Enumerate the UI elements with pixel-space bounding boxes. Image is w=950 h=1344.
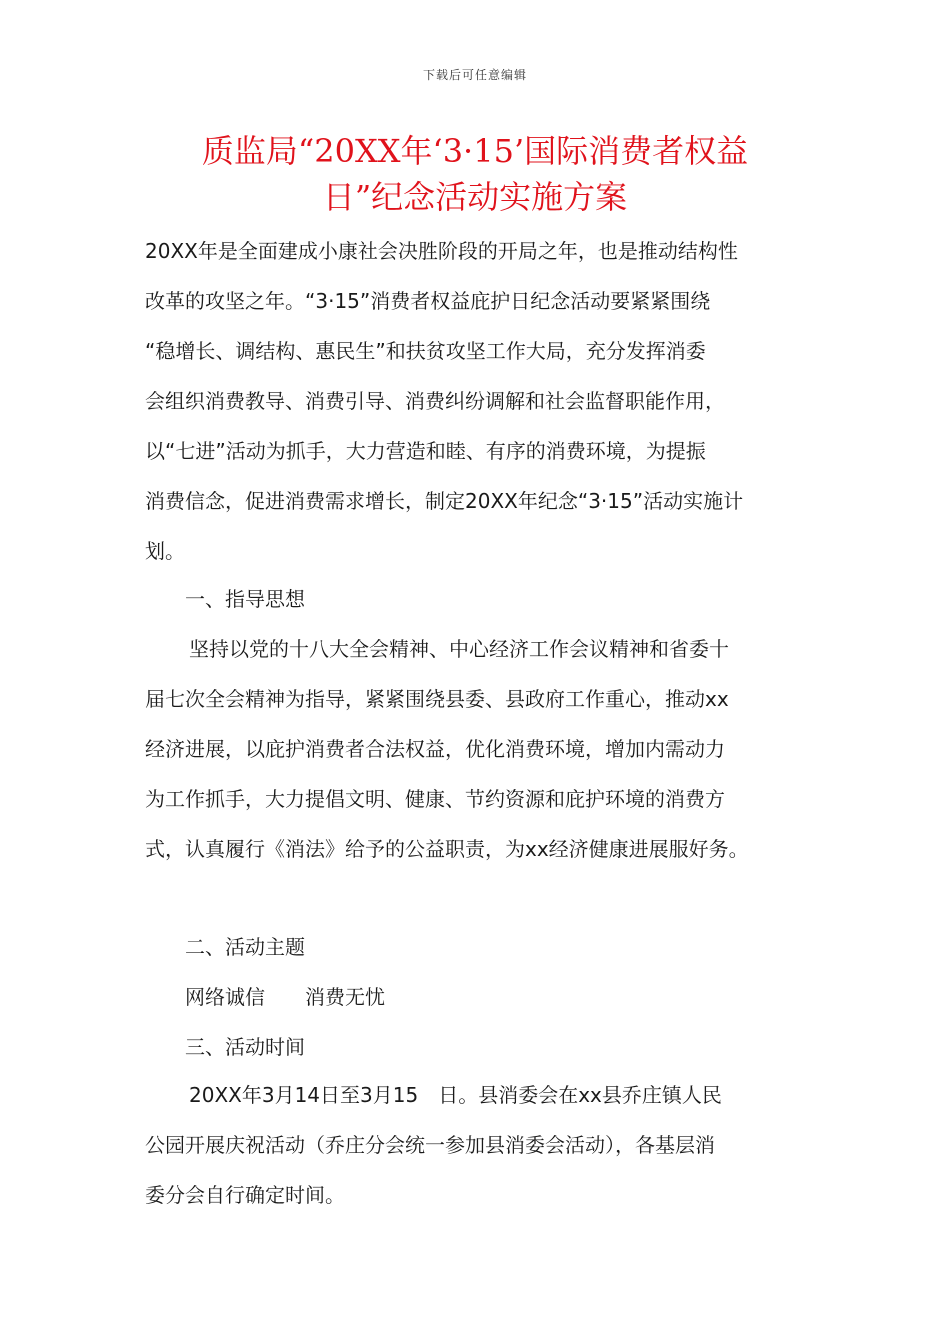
section-3-line: 20XX年3月14日至3月15 日。县消委会在xx县乔庄镇人民	[189, 1083, 722, 1107]
section-1-line: 式，认真履行《消法》给予的公益职责，为xx经济健康进展服好务。	[145, 837, 749, 861]
intro-line: 以“七进”活动为抓手，大力营造和睦、有序的消费环境，为提振	[145, 439, 706, 463]
intro-line: “稳增长、调结构、惠民生”和扶贫攻坚工作大局，充分发挥消委	[145, 339, 706, 363]
section-1-line: 坚持以党的十八大全会精神、中心经济工作会议精神和省委十	[189, 637, 729, 661]
header-note: 下载后可任意编辑	[422, 68, 527, 82]
intro-line: 20XX年是全面建成小康社会决胜阶段的开局之年，也是推动结构性	[145, 239, 738, 263]
document-title	[145, 128, 805, 220]
title-line-1: 质监局“20XX年‘3·15’国际消费者权益	[201, 132, 749, 170]
title-line-2: 日”纪念活动实施方案	[322, 178, 628, 216]
section-1-line: 经济进展，以庇护消费者合法权益，优化消费环境，增加内需动力	[145, 737, 725, 761]
intro-paragraph	[145, 226, 810, 576]
intro-line: 消费信念，促进消费需求增长，制定20XX年纪念“3·15”活动实施计	[145, 489, 744, 513]
section-3-line: 委分会自行确定时间。	[145, 1183, 345, 1207]
section-1-line: 为工作抓手，大力提倡文明、健康、节约资源和庇护环境的消费方	[145, 787, 725, 811]
section-3-paragraph	[145, 1070, 810, 1220]
section-3-heading: 三、活动时间	[185, 1035, 305, 1059]
intro-line: 划。	[145, 539, 185, 563]
section-1-paragraph	[145, 624, 810, 874]
section-1-heading: 一、指导思想	[185, 587, 305, 611]
section-1-line: 届七次全会精神为指导，紧紧围绕县委、县政府工作重心，推动xx	[145, 687, 729, 711]
section-2-heading: 二、活动主题	[185, 935, 305, 959]
intro-line: 改革的攻坚之年。“3·15”消费者权益庇护日纪念活动要紧紧围绕	[145, 289, 711, 313]
section-2-theme: 网络诚信 消费无忧	[185, 985, 385, 1009]
section-3-line: 公园开展庆祝活动（乔庄分会统一参加县消委会活动），各基层消	[145, 1133, 715, 1157]
intro-line: 会组织消费教导、消费引导、消费纠纷调解和社会监督职能作用，	[145, 389, 725, 413]
